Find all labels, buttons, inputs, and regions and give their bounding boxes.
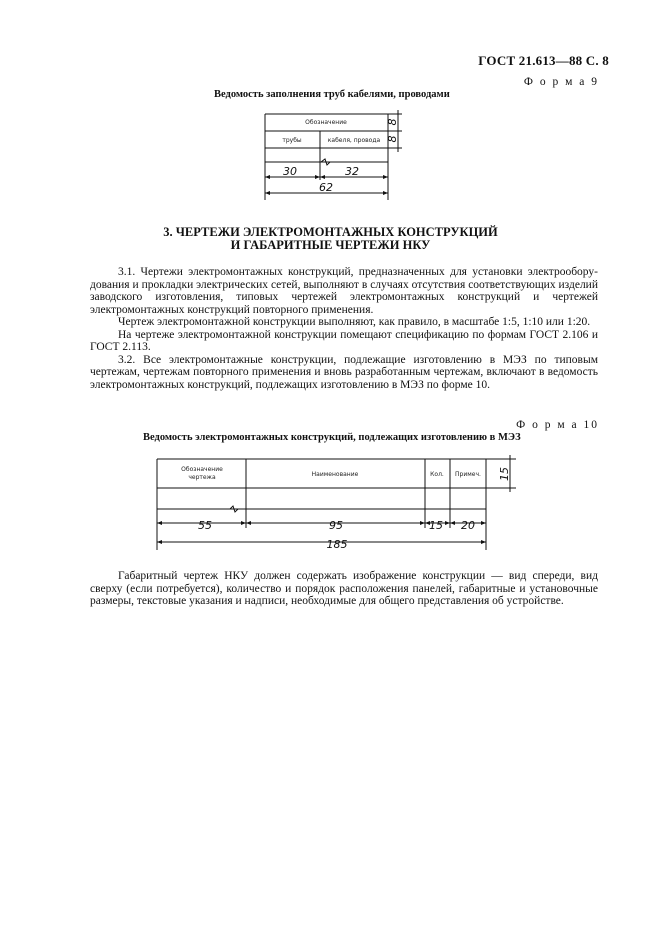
- form10-col-qty: Кол.: [430, 471, 444, 478]
- form10-dim-height: 15: [498, 467, 511, 481]
- form9-col-pipe: трубы: [282, 137, 302, 144]
- form10-col-name: Наименование: [311, 471, 359, 478]
- form9-dim-r1: 8: [386, 118, 399, 126]
- form9-dim-c1: 30: [283, 165, 297, 178]
- form10-table-drawing: [150, 452, 520, 557]
- form9-table-drawing: [250, 105, 410, 205]
- section-title-line2: И ГАБАРИТНЫЕ ЧЕРТЕЖИ НКУ: [230, 238, 431, 252]
- form9-dim-c2: 32: [345, 165, 359, 178]
- document-header: ГОСТ 21.613—88 С. 8: [478, 53, 609, 68]
- form10-dim-total: 185: [326, 538, 348, 551]
- form10-dim-c1: 55: [198, 519, 212, 532]
- form10-col-drawing: чертежа: [188, 474, 216, 481]
- paragraph-specification: На чертеже электромонтажной конструкции помещают спецификацию по формам ГОСТ 2.106 и ГОСТ 2.113.: [90, 328, 598, 353]
- form9-col-designation: Обозначение: [305, 119, 347, 126]
- closing-body: [90, 570, 598, 608]
- form9-col-cable: кабеля, провода: [327, 137, 381, 144]
- form10-col-designation: Обозначение: [181, 466, 223, 473]
- form9-dim-total: 62: [319, 181, 333, 194]
- form10-caption: Ведомость электромонтажных конструкций, подлежащих изготовлению в МЭЗ: [143, 432, 521, 443]
- form9-caption: Ведомость заполнения труб кабелями, проводами: [214, 89, 450, 100]
- form10-dim-c4: 20: [461, 519, 475, 532]
- form9-dim-r2: 8: [386, 135, 399, 143]
- form10-col-note: Примеч.: [455, 471, 481, 478]
- paragraph-nku-drawing: Габаритный чертеж НКУ должен содержать изображение конструкции — вид спереди, вид сверху (если потребуется), количество и порядок расположения панелей, габаритные и установочные размеры, текстовые указания и надписи, необходимые для общего представления об устройстве.: [90, 570, 598, 607]
- section-title-line1: 3. ЧЕРТЕЖИ ЭЛЕКТРОМОНТАЖНЫХ КОНСТРУКЦИЙ: [163, 225, 498, 239]
- form10-dim-c3: 15: [429, 519, 443, 532]
- paragraph-scale: Чертеж электромонтажной конструкции выполняют, как правило, в масштабе 1:5, 1:10 или 1:20.: [118, 316, 591, 328]
- paragraph-3-1: 3.1. Чертежи электромонтажных конструкций, предназначенных для установки электрооборудования и прокладки электрических сетей, выполняют в случаях отсутствия соответствующих изделий заводского изготовления, типовых чертежей электромонтажных конструкций и чертежей электромонтажных конструкций повторного применения.: [90, 266, 598, 316]
- section3-body: [90, 266, 598, 391]
- form10-dim-c2: 95: [329, 519, 343, 532]
- form9-label: Ф о р м а 9: [523, 76, 599, 88]
- form10-label: Ф о р м а 10: [516, 419, 599, 431]
- paragraph-3-2: 3.2. Все электромонтажные конструкции, подлежащие изготовлению в МЭЗ по типовым чертежам, чертежам повторного применения и вновь разработанным чертежам, включают в ведомость электромонтажных конструкций, подлежащих изготовлению в МЭЗ по форме 10.: [90, 353, 598, 391]
